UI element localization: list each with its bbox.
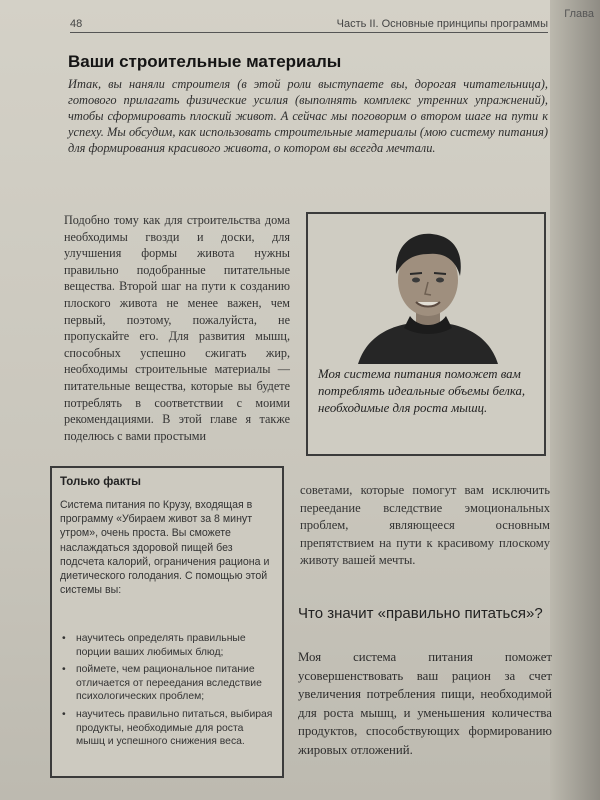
subsection-body: Моя система питания поможет усовершенствовать ваш рацион за счет увеличения потребления пищи, необходимой для роста мышц, и уменьшения количества продуктов, способствующих формированию жировых отложений. <box>298 650 552 757</box>
photo-figure <box>306 212 546 456</box>
facts-list <box>60 632 274 753</box>
edge-tab-label: Глава <box>564 8 594 20</box>
body-text-right: советами, которые помогут вам исключить переедание вследствие эмоциональных проблем, являющееся основным препятствием на пути к красивому плоскому животу вашей мечты. <box>300 483 550 568</box>
photo-caption: Моя система питания поможет вам потреблять идеальные объемы белка, необходимые для роста мышц. <box>318 367 526 415</box>
part-title: Часть II. Основные принципы программы <box>336 18 548 30</box>
facts-text: Система питания по Крузу, входящая в программу «Убираем живот за 8 минут утром», очень проста. Вы сможете наслаждаться здоровой пищей без подсчета калорий, ограничения рациона и диетического голодания. С помощью этой системы вы: <box>60 499 270 597</box>
section-intro: Итак, вы наняли строителя (в этой роли выступаете вы, дорогая читательница), готового прилагать физические усилия (выполнять комплекс утренних упражнений), чтобы сформировать плоский живот. А сейчас мы поговорим о втором шаге на пути к успеху. Мы обсудим, как использовать строительные материалы (мою систему питания) для формирования красивого живота, о котором вы всегда мечтали. <box>68 77 548 155</box>
list-item: • поймете, чем рациональное питание отличается от переедания вследствие психологических проблем; <box>60 663 274 704</box>
next-page-edge <box>550 0 600 800</box>
section-title: Ваши строительные материалы <box>68 52 342 71</box>
facts-title: Только факты <box>60 476 141 488</box>
body-text-left: Подобно тому как для строительства дома необходимы гвозди и доски, для улучшения формы живота нужны правильно подобранные питательные вещества. Второй шаг на пути к созданию плоского живота не менее важен, чем первый, поэтому, пожалуйста, не пропускайте его. Для развития мышц, способных успешно сжигать жир, необходимы строительные материалы — питательные вещества, которые вы будете потреблять в соответствии с моими рекомендациями. В этой главе я также поделюсь с вами простыми <box>64 213 290 443</box>
page-number: 48 <box>70 18 83 30</box>
list-item: • научитесь правильно питаться, выбирая продукты, необходимые для роста мышц и успешного снижения веса. <box>60 708 274 749</box>
subsection-title: Что значит «правильно питаться»? <box>298 605 543 622</box>
facts-sidebar <box>50 466 284 778</box>
running-header <box>70 10 548 33</box>
list-item: • научитесь определять правильные порции ваших любимых блюд; <box>60 632 274 659</box>
author-portrait-icon <box>348 224 508 364</box>
